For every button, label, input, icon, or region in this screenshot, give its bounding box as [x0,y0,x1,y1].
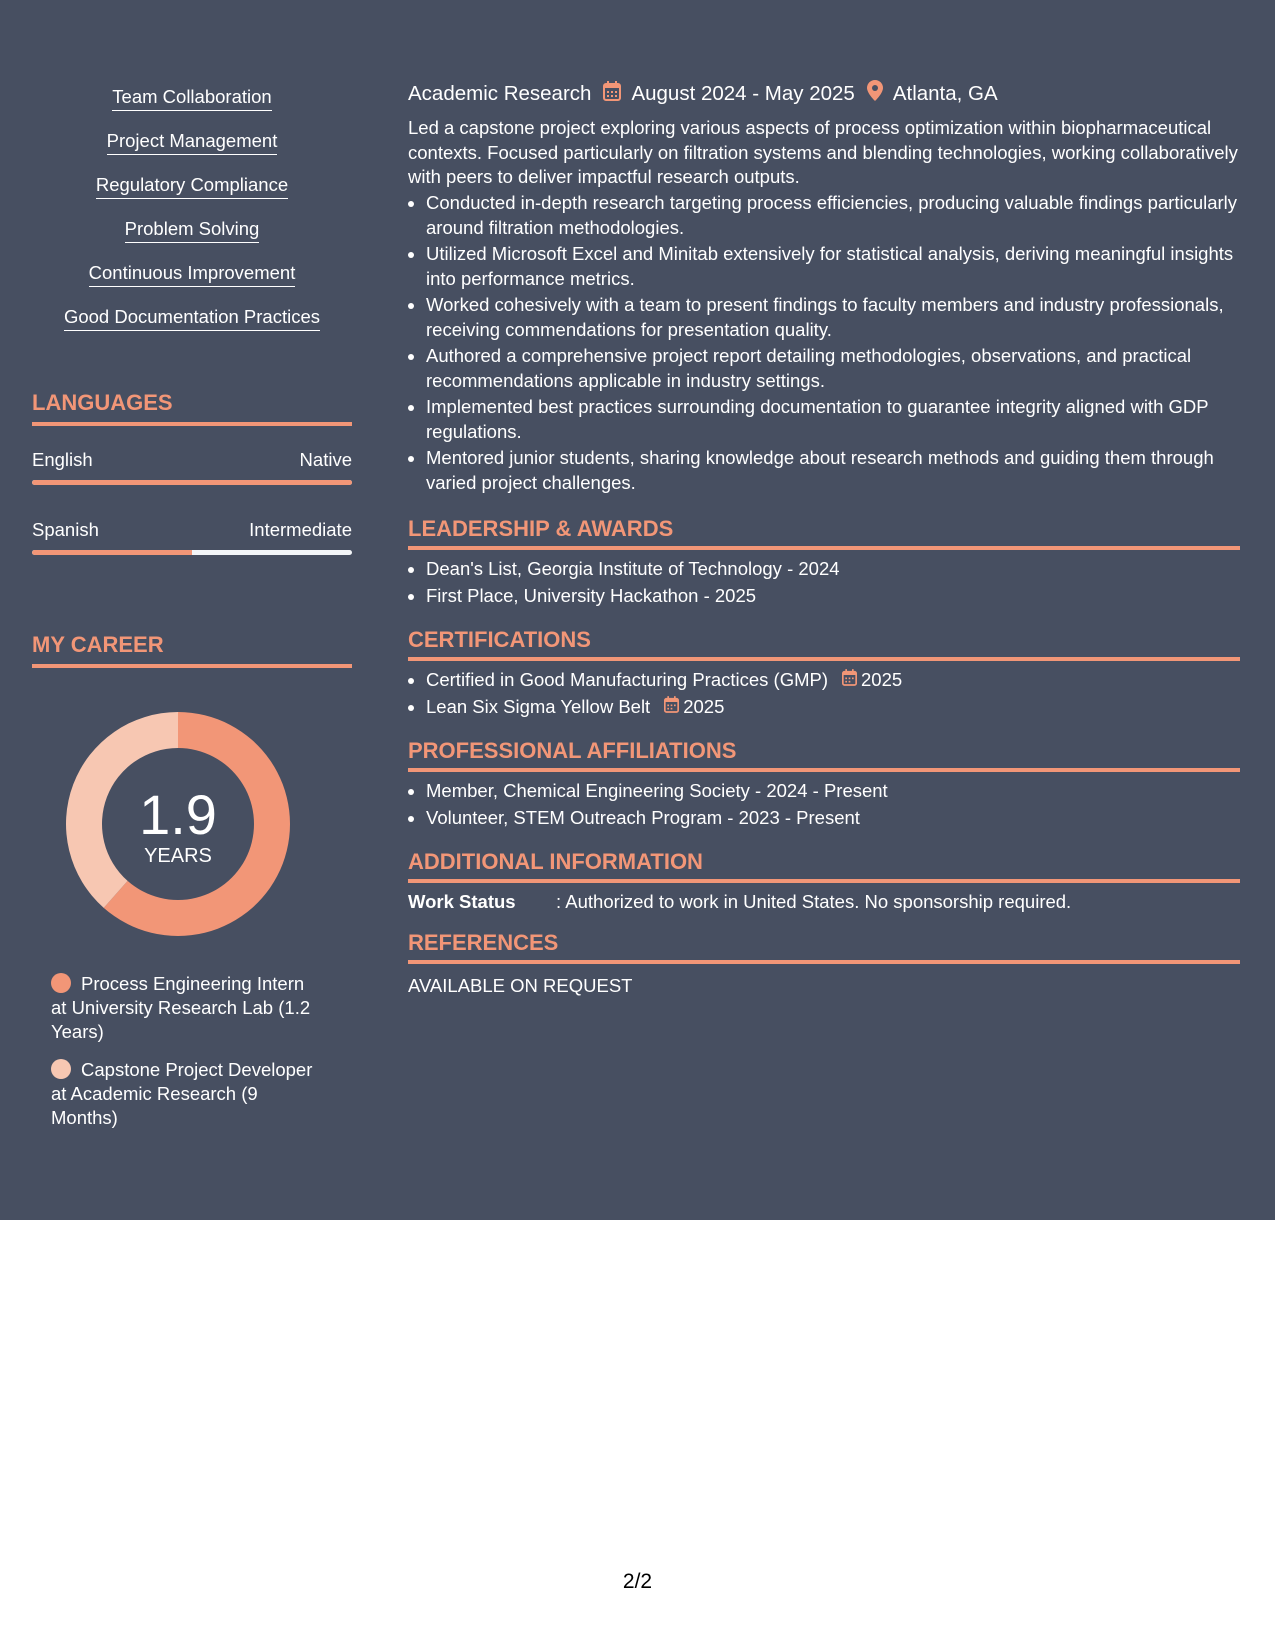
calendar-icon [603,81,621,107]
work-status-label: Work Status [408,891,516,912]
job-bullet: • Implemented best practices surrounding documentation to guarantee integrity aligned with GDP regulations. [426,395,1240,444]
skill-item: Regulatory Compliance [96,174,288,199]
legend-dot [51,973,71,993]
career-legend [51,972,321,1144]
certification-item [426,695,1240,720]
language-level: Native [299,449,352,470]
language-bar-fill [32,550,192,555]
language-name: English [32,449,93,470]
work-status-row [408,891,1240,913]
language-bar [32,480,352,485]
job-company: Academic Research [408,81,592,105]
leadership-heading: LEADERSHIP & AWARDS [408,516,1240,550]
skill-item: Continuous Improvement [89,262,296,287]
page-number: 2/2 [622,1570,653,1593]
references-text: AVAILABLE ON REQUEST [408,975,633,996]
legend-item [51,1058,321,1130]
work-status-value: : Authorized to work in United States. No sponsorship required. [556,891,1072,912]
legend-label: Capstone Project Developer at Academic Research (9 Months) [51,1059,313,1128]
certification-year: 2025 [861,669,903,690]
certifications-list [408,668,1240,721]
affiliation-item: • Volunteer, STEM Outreach Program - 2023 - Present [426,806,1240,831]
skill-item: Problem Solving [125,218,260,243]
references-heading: REFERENCES [408,930,1240,964]
affiliation-item: • Member, Chemical Engineering Society - 2024 - Present [426,779,1240,804]
location-pin-icon [867,80,883,107]
skills-list [32,86,352,350]
job-summary: Led a capstone project exploring various aspects of process optimization within biopharmaceutical contexts. Focused particularly on filtration systems and blending technologies, working collaboratively with peers to deliver impactful research outputs. [408,117,1238,187]
languages-heading: LANGUAGES [32,390,352,426]
affiliations-list [408,779,1240,832]
language-bar [32,550,352,555]
affiliations-heading: PROFESSIONAL AFFILIATIONS [408,738,1240,772]
job-bullets [408,191,1240,497]
certification-item [426,668,1240,693]
legend-label: Process Engineering Intern at University Research Lab (1.2 Years) [51,973,311,1042]
language-name: Spanish [32,519,99,540]
leadership-list [408,557,1240,610]
certification-name: • Certified in Good Manufacturing Practices (GMP) [426,669,829,690]
leadership-item: • First Place, University Hackathon - 2025 [426,584,1240,609]
job-dates: August 2024 - May 2025 [631,81,855,105]
leadership-item: • Dean's List, Georgia Institute of Technology - 2024 [426,557,1240,582]
additional-info-heading: ADDITIONAL INFORMATION [408,849,1240,883]
job-header [408,80,998,107]
job-location: Atlanta, GA [892,81,998,105]
calendar-icon [664,695,679,720]
certification-name: • Lean Six Sigma Yellow Belt [426,695,651,717]
skill-item: Project Management [107,130,278,155]
language-spanish [32,519,352,555]
skill-item: Good Documentation Practices [64,306,320,331]
legend-dot [51,1059,71,1079]
job-bullet: • Conducted in-depth research targeting process efficiencies, producing valuable findings particularly around filtration methodologies. [426,191,1240,240]
job-bullet: • Worked cohesively with a team to present findings to faculty members and industry professionals, receiving commendations for presentation quality. [426,293,1240,342]
calendar-icon [842,668,857,693]
career-total-value: 1.9 [139,783,217,846]
career-total-unit: YEARS [144,845,212,867]
career-donut-chart [66,712,290,936]
job-bullet: • Authored a comprehensive project report detailing methodologies, observations, and practical recommendations applicable in industry settings. [426,344,1240,393]
certifications-heading: CERTIFICATIONS [408,627,1240,661]
language-english [32,449,352,485]
language-bar-fill [32,480,352,485]
legend-item [51,972,321,1044]
job-bullet: • Mentored junior students, sharing knowledge about research methods and guiding them through varied project challenges. [426,446,1240,495]
skill-item: Team Collaboration [112,86,271,111]
job-bullet: • Utilized Microsoft Excel and Minitab extensively for statistical analysis, deriving meaningful insights into performance metrics. [426,242,1240,291]
language-level: Intermediate [249,519,352,540]
career-heading: MY CAREER [32,632,352,668]
certification-year: 2025 [683,695,725,717]
